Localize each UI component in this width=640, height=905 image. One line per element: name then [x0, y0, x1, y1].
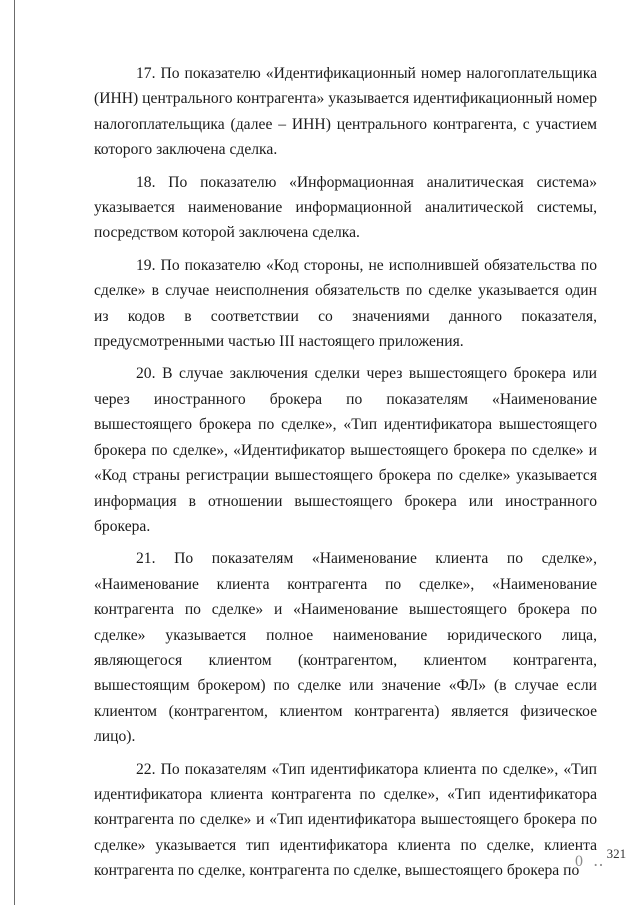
paragraph-19: 19. По показателю «Код стороны, не исполнившей обязательства по сделке» в случае неисполнения обязательств по сделке указывается один из кодов в соответствии со значениями данного показателя, предусмотренными частью III настоящего приложения.: [94, 256, 597, 351]
page-number: 321: [606, 846, 627, 861]
paragraph-18: 18. По показателю «Информационная аналитическая система» указывается наименование информационной аналитической системы, посредством которой заключена сделка.: [94, 173, 597, 242]
paragraph-21: 21. По показателям «Наименование клиента по сделке», «Наименование клиента контрагента по сделке», «Наименование контрагента по сделке» и «Наименование вышестоящего брокера по сделке» указывается полное наименование юридического лица, являющегося клиентом (контрагентом, клиентом контрагента, вышестоящим брокером) по сделке или значение «ФЛ» (в случае если клиентом (контрагентом, клиентом контрагента) является физическое лицо).: [94, 550, 597, 746]
document-body: [94, 61, 597, 891]
paragraph-17: 17. По показателю «Идентификационный номер налогоплательщика (ИНН) центрального контрагента» указывается идентификационный номер налогоплательщика (далее – ИНН) центрального контрагента, с участием которого заключена сделка.: [94, 65, 597, 159]
footer-stamp: 0 ‥: [575, 853, 607, 870]
page-footer: [575, 846, 627, 871]
scan-edge-line: [14, 0, 15, 905]
paragraph-20: 20. В случае заключения сделки через вышестоящего брокера или через иностранного брокера по показателям «Наименование вышестоящего брокера по сделке», «Тип идентификатора вышестоящего брокера по сделке», «Идентификатор вышестоящего брокера по сделке» и «Код страны регистрации вышестоящего брокера по сделке» указывается информация в отношении вышестоящего брокера или иностранного брокера.: [94, 365, 597, 535]
paragraph-22: 22. По показателям «Тип идентификатора клиента по сделке», «Тип идентификатора клиента контрагента по сделке», «Тип идентификатора контрагента по сделке» и «Тип идентификатора вышестоящего брокера по сделке» указывается тип идентификатора клиента по сделке, клиента контрагента по сделке, контрагента по сделке, вышестоящего брокера по: [94, 760, 597, 880]
